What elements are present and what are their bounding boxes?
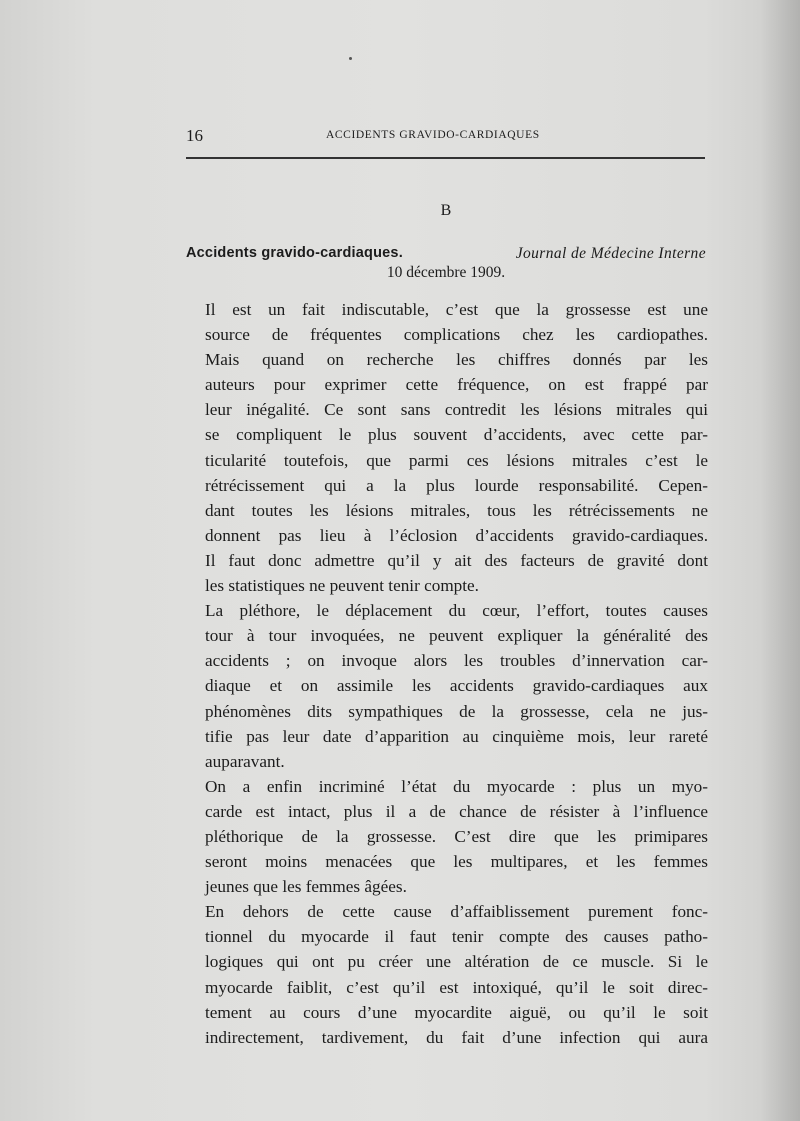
text-line: donnent pas lieu à l’éclosion d’accidents gravido-cardiaques. (205, 525, 708, 545)
text-line: auparavant. (205, 751, 285, 771)
text-line: tionnel du myocarde il faut tenir compte des causes patho- (205, 927, 708, 947)
text-line: dant toutes les lésions mitrales, tous les rétrécissements ne (205, 500, 708, 520)
text-line: auteurs pour exprimer cette fréquence, on est frappé par (205, 375, 708, 395)
text-line: indirectement, tardivement, du fait d’une infection qui aura (205, 1027, 708, 1047)
reference-date: 10 décembre 1909. (386, 264, 506, 281)
reference-citation (186, 245, 706, 285)
print-speck (349, 57, 352, 60)
text-line: les statistiques ne peuvent tenir compte. (205, 576, 479, 596)
running-head-title: ACCIDENTS GRAVIDO-CARDIAQUES (326, 129, 540, 141)
text-line: seront moins menacées que les multipares, et les femmes (205, 852, 708, 872)
page-number: 16 (186, 126, 203, 145)
text-line: Mais quand on recherche les chiffres donnés par les (205, 350, 708, 370)
text-line: tifie pas leur date d’apparition au cinquième mois, leur rareté (205, 726, 708, 746)
text-line: Il est un fait indiscutable, c’est que la grossesse est une (205, 300, 708, 319)
text-line: phénomènes dits sympathiques de la grossesse, cela ne jus- (205, 701, 708, 721)
text-line: source de fréquentes complications chez les cardiopathes. (205, 325, 708, 345)
paragraph (186, 347, 708, 598)
text-line: rétrécissement qui a la plus lourde responsabilité. Cepen- (205, 475, 708, 495)
text-line: ticularité toutefois, que parmi ces lésions mitrales c’est le (205, 450, 708, 470)
text-line: logiques qui ont pu créer une altération de ce muscle. Si le (205, 952, 708, 972)
paragraph (186, 899, 708, 1050)
text-line: se compliquent le plus souvent d’accidents, avec cette par- (205, 425, 708, 445)
reference-journal: Journal de Médecine Interne (515, 245, 706, 262)
text-line: accidents ; on invoque alors les troubles d’innervation car- (205, 651, 708, 671)
text-line: leur inégalité. Ce sont sans contredit les lésions mitrales qui (205, 400, 708, 420)
text-line: carde est intact, plus il a de chance de résister à l’influence (205, 801, 708, 821)
paragraph (186, 297, 708, 347)
body-text (186, 297, 708, 1050)
text-line: On a enfin incriminé l’état du myocarde : plus un myo- (205, 776, 708, 796)
text-line: En dehors de cette cause d’affaiblissement purement fonc- (205, 902, 708, 922)
paragraph (186, 598, 708, 774)
text-line: tour à tour invoquées, ne peuvent expliquer la généralité des (205, 626, 708, 646)
text-line: pléthorique de la grossesse. C’est dire que les primipares (205, 826, 708, 846)
paragraph (186, 774, 708, 899)
text-line: diaque et on assimile les accidents gravido-cardiaques aux (205, 676, 708, 696)
header-rule (186, 157, 705, 159)
text-line: La pléthore, le déplacement du cœur, l’effort, toutes causes (205, 601, 708, 621)
reference-title: Accidents gravido-cardiaques. (186, 245, 403, 261)
running-head (186, 126, 706, 148)
text-line: tement au cours d’une myocardite aiguë, ou qu’il le soit (205, 1002, 708, 1022)
text-line: jeunes que les femmes âgées. (205, 877, 407, 897)
section-letter: B (440, 202, 452, 219)
text-line: Il faut donc admettre qu’il y ait des facteurs de gravité dont (205, 550, 708, 570)
text-line: myocarde faiblit, c’est qu’il est intoxiqué, qu’il le soit direc- (205, 977, 708, 997)
